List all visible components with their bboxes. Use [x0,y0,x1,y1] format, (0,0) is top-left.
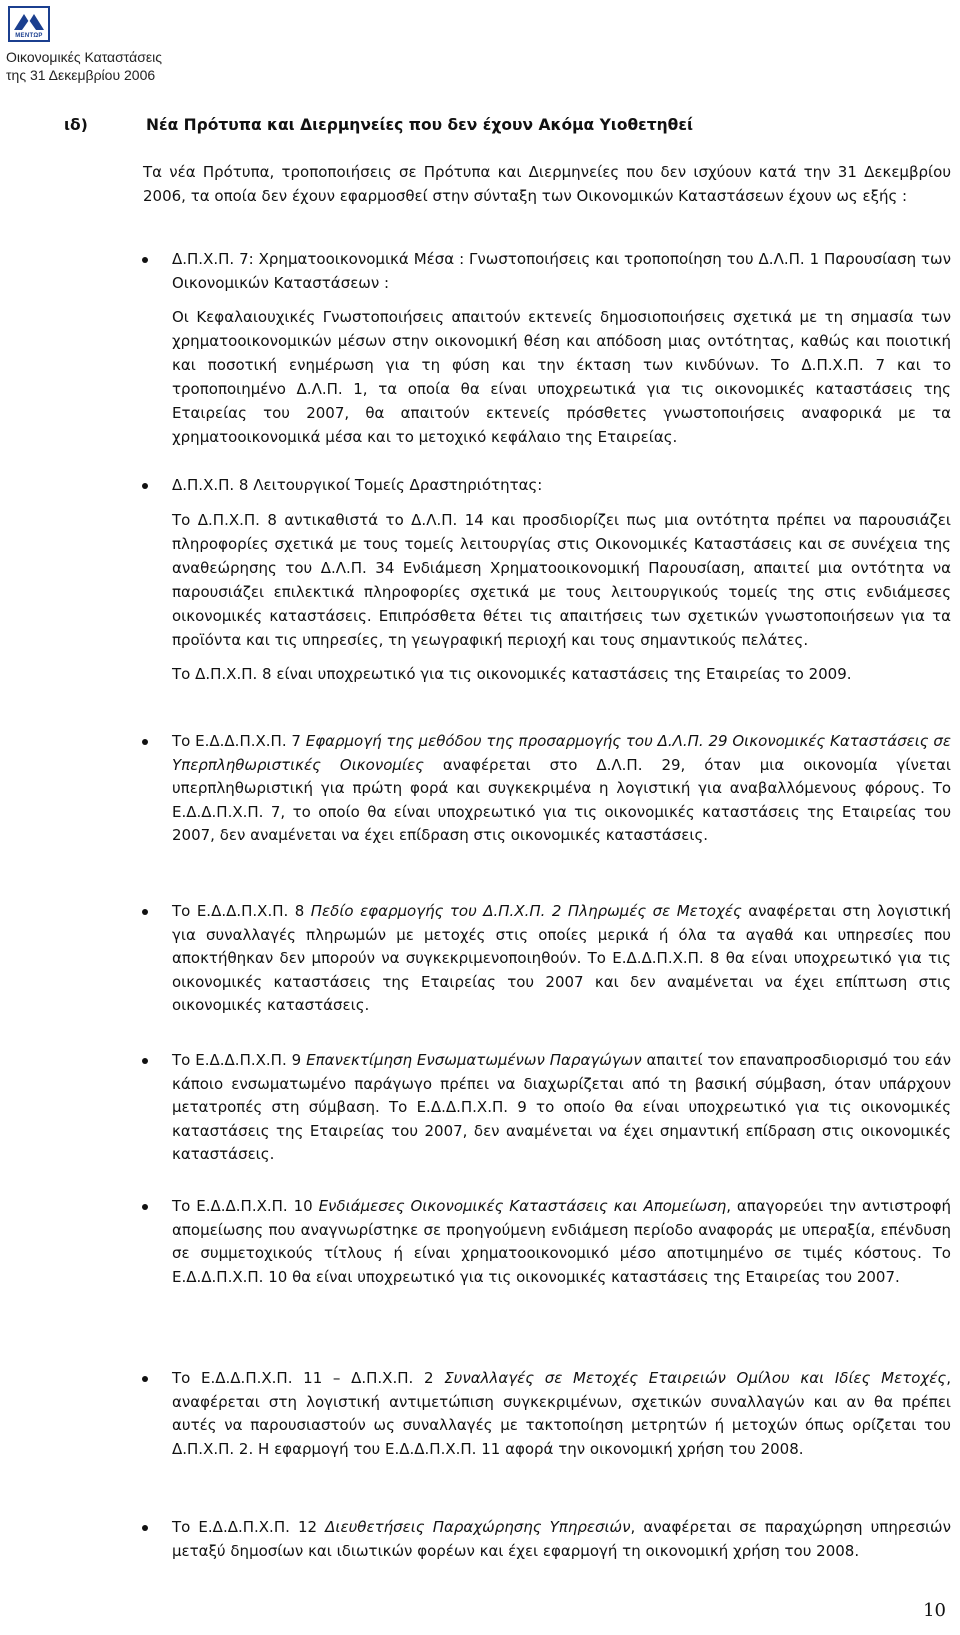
item-body: Οι Κεφαλαιουχικές Γνωστοποιήσεις απαιτούν εκτενείς δημοσιοποιήσεις σχετικά με τη σημασία των χρηματοοικονομικών μέσων στην οικονομική θέση και απόδοση μιας οντότητας, καθώς και ποιοτική και ποσοτική ενημέρωση για τη φύση και την έκταση των κινδύνων. Το Δ.Π.Χ.Π. 7 και το τροποποιημένο Δ.Λ.Π. 1, τα οποία θα είναι υποχρεωτικά για τις οικονομικές καταστάσεις της Εταιρείας του 2007, θα απαιτούν εκτενείς πρόσθετες γνωστοποιήσεις αναφορικά με τα χρηματοοικονομικά μέσα και το μετοχικό κεφάλαιο της Εταιρείας. [172,308,951,446]
item-prefix: Το Ε.Δ.Δ.Π.Χ.Π. 7 [172,732,306,750]
item-prefix: Το Ε.Δ.Δ.Π.Χ.Π. 10 [172,1197,319,1215]
list-item [143,1367,951,1461]
bullet-dot-icon [142,1204,148,1210]
item-text: , αναφέρεται σε παραχώρηση υπηρεσιών μεταξύ δημοσίων και ιδιωτικών φορέων και έχει εφαρμογή τη οικονομική χρήση του 2008. [172,1518,951,1560]
item-paragraph [172,1049,951,1167]
bullet-dot-icon [142,257,148,263]
mentor-logo-icon [8,6,50,42]
item-italic-title: Συναλλαγές σε Μετοχές Εταιρειών Ομίλου και Ιδίες Μετοχές [444,1369,947,1387]
item-italic-title: Εφαρμογή της μεθόδου της προσαρμογής του Δ.Λ.Π. 29 Οικονομικές Καταστάσεις σε Υπερπληθωριστικές Οικονομίες [172,732,951,774]
section-number: ιδ) [64,116,88,134]
section-intro: Τα νέα Πρότυπα, τροποποιήσεις σε Πρότυπα και Διερμηνείες που δεν ισχύουν κατά την 31 Δεκεμβρίου 2006, τα οποία δεν έχουν εφαρμοσθεί στην σύνταξη των Οικονομικών Καταστάσεων έχουν ως εξής : [143,163,951,205]
item-text: , απαγορεύει την αντιστροφή απομείωσης που αναγνωρίστηκε σε προηγούμενη ενδιάμεση περίοδο αναφοράς με υπεραξία, επένδυση σε συμμετοχικούς τίτλους ή είναι χρηματοοικονομικό μέσο αποτιμημένο σε τιμές κόστους. Το Ε.Δ.Δ.Π.Χ.Π. 10 θα είναι υποχρεωτικό για τις οικονομικές καταστάσεις της Εταιρείας του 2007. [172,1197,951,1286]
list-item [143,248,951,449]
item-heading: Δ.Π.Χ.Π. 8 Λειτουργικοί Τομείς Δραστηριότητας: [172,476,543,494]
item-prefix: Το Ε.Δ.Δ.Π.Χ.Π. 8 [172,902,311,920]
item-paragraph [172,1195,951,1289]
item-paragraph [172,900,951,1018]
item-body: Το Δ.Π.Χ.Π. 8 αντικαθιστά το Δ.Λ.Π. 14 και προσδιορίζει πως μια οντότητα πρέπει να παρουσιάζει πληροφορίες σχετικά με τους τομείς λειτουργίας στις Οικονομικές Καταστάσεις και σε συνέχεια της αναθεώρησης του Δ.Λ.Π. 34 Ενδιάμεση Χρηματοοικονομική Παρουσίαση, απαιτεί μια οντότητα να παρουσιάζει επιλεκτικά πληροφορίες σχετικά με τους λειτουργικούς τομείς της στις ενδιάμεσες οικονομικές καταστάσεις. Επιπρόσθετα θέτει τις απαιτήσεις των σχετικών γνωστοποιήσεων για τα προϊόντα και τις υπηρεσίες, τη γεωγραφική περιοχή και τους σημαντικούς πελάτες. [172,510,951,649]
bullet-dot-icon [142,1058,148,1064]
list-item [143,474,951,686]
item-text: απαιτεί τον επαναπροσδιορισμό του εάν κάποιο ενσωματωμένο παράγωγο πρέπει να διαχωρίζεται από τη βασική σύμβαση, όταν υπάρχουν μετατροπές στη σύμβαση. Το Ε.Δ.Δ.Π.Χ.Π. 9 το οποίο θα είναι υποχρεωτικό για τις οικονομικές καταστάσεις της Εταιρείας του 2007, δεν αναμένεται να έχει σημαντική επίδραση στις οικονομικές καταστάσεις. [172,1051,951,1163]
list-item [143,730,951,848]
page-number: 10 [923,1600,946,1621]
item-text: αναφέρεται στο Δ.Λ.Π. 29, όταν μια οικονομία γίνεται υπερπληθωριστική για πρώτη φορά και συγκεκριμένα η λογιστική για αναβαλλόμενους φόρους. Το Ε.Δ.Δ.Π.Χ.Π. 7, το οποίο θα είναι υποχρεωτικό για τις οικονομικές καταστάσεις της Εταιρείας του 2007, δεν αναμένεται να έχει επίδραση στις οικονομικές καταστάσεις. [172,755,951,844]
item-italic-title: Διευθετήσεις Παραχώρησης Υπηρεσιών [325,1518,631,1536]
item-text: , αναφέρεται στη λογιστική αντιμετώπιση συγκεκριμένων, σχετικών συναλλαγών και αν θα πρέπει αυτές να παρουσιαστούν ως συναλλαγές με τακτοποίηση μετρητών ή μετοχών όπως ορίζεται του Δ.Π.Χ.Π. 2. Η εφαρμογή του Ε.Δ.Δ.Π.Χ.Π. 11 αφορά την οικονομική χρήση του 2008. [172,1369,951,1458]
header-title-line2: της 31 Δεκεμβρίου 2006 [6,67,156,83]
item-prefix: Το Ε.Δ.Δ.Π.Χ.Π. 12 [172,1518,326,1536]
item-paragraph [172,1516,951,1563]
logo-label: ΜΕΝΤΩΡ [15,33,43,39]
item-body-2: Το Δ.Π.Χ.Π. 8 είναι υποχρεωτικό για τις οικονομικές καταστάσεις της Εταιρείας το 2009. [172,664,852,683]
list-item [143,1516,951,1563]
item-italic-title: Πεδίο εφαρμογής του Δ.Π.Χ.Π. 2 Πληρωμές σε Μετοχές [310,902,742,920]
section-title: Νέα Πρότυπα και Διερμηνείες που δεν έχουν Ακόμα Υιοθετηθεί [146,116,693,134]
bullet-dot-icon [142,909,148,915]
bullet-dot-icon [142,483,148,489]
item-paragraph [172,1367,951,1461]
item-italic-title: Επανεκτίμηση Ενσωματωμένων Παραγώγων [306,1051,642,1069]
item-prefix: Το Ε.Δ.Δ.Π.Χ.Π. 11 – Δ.Π.Χ.Π. 2 [172,1369,445,1387]
mountain-mark-icon [10,8,48,32]
item-heading: Δ.Π.Χ.Π. 7: Χρηματοοικονομικά Μέσα : Γνωστοποιήσεις και τροποποίηση του Δ.Λ.Π. 1 Παρουσίαση των Οικονομικών Καταστάσεων : [172,250,951,292]
bullet-dot-icon [142,1376,148,1382]
list-item [143,1049,951,1167]
bullet-dot-icon [142,1525,148,1531]
item-prefix: Το Ε.Δ.Δ.Π.Χ.Π. 9 [172,1051,307,1069]
list-item [143,1195,951,1289]
item-paragraph [172,730,951,848]
item-italic-title: Ενδιάμεσες Οικονομικές Καταστάσεις και Απομείωση [318,1197,727,1215]
item-text: αναφέρεται στη λογιστική για συναλλαγές πληρωμών με μετοχές στις οποίες μερικά ή όλα τα αγαθά και υπηρεσίες που αποκτήθηκαν δεν μπορούν να συγκεκριμενοποιηθούν. Το Ε.Δ.Δ.Π.Χ.Π. 8 θα είναι υποχρεωτικό για τις οικονομικές καταστάσεις της Εταιρείας του 2007 και δεν αναμένεται να έχει επίπτωση στις οικονομικές καταστάσεις. [172,902,951,1014]
bullet-dot-icon [142,739,148,745]
list-item [143,900,951,1018]
header-title-line1: Οικονομικές Καταστάσεις [6,49,162,65]
